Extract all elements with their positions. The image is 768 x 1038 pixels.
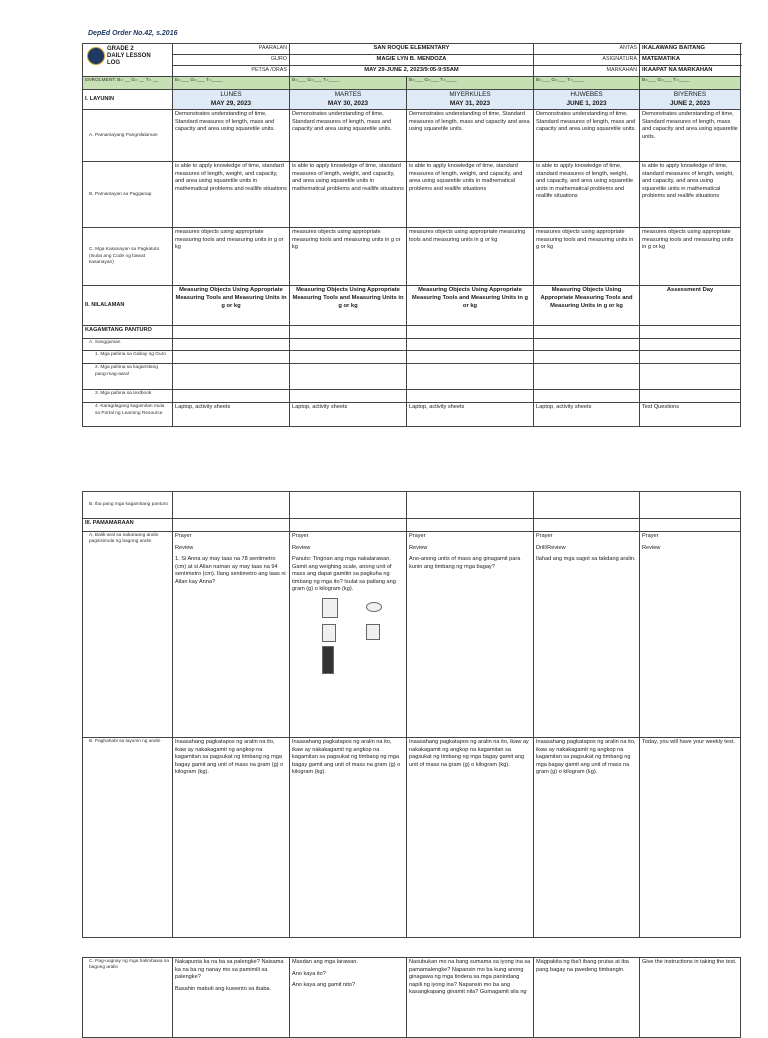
day-header-fri: BIYERNES JUNE 2, 2023 — [640, 90, 741, 110]
paaralan-value: SAN ROQUE ELEMENTARY — [290, 44, 534, 55]
antas-label: ANTAS — [534, 44, 640, 55]
cell-pag-uugnay-tue: Masdan ang mga larawan. Ano kaya ito? Ano kaya ang gamit nito? — [290, 958, 407, 1038]
day-header-thu: HUWEBES JUNE 1, 2023 — [534, 90, 640, 110]
nilalaman-heading: II. NILALAMAN — [83, 286, 173, 326]
markahan-label: MARKAHAN — [534, 66, 640, 77]
enrolment-cell: B=___ G=___ T=____ — [534, 77, 640, 90]
cell-balik-aral-thu: Prayer Drill/Review Ilahad ang mga sagot sa takdang aralin. — [534, 532, 640, 738]
iba-pang-kagamitan-label: B. Iba pang mga kagamitang panturo — [83, 492, 173, 519]
flour-sack-image — [322, 598, 338, 618]
row-label-pamantayan-sa-pagganap: B. Pamantayan sa Pagganap — [83, 162, 173, 228]
row-label-pamantayang-pangnilalaman: A. Pamantayang Pangnilalaman — [83, 110, 173, 162]
enrolment-label: ENROLMENT: B= __ G= __ T= __ — [83, 77, 173, 90]
cell-c-thu: measures objects using appropriate measuring tools and measuring units in g or kg — [534, 228, 640, 286]
antas-value: IKALAWANG BAITANG — [640, 44, 741, 55]
day-header-wed: MIYERKULES MAY 31, 2023 — [407, 90, 534, 110]
balik-aral-label: A. Balik-aral sa nakaraang aralin pagsisimula ng bagong aralin — [83, 532, 173, 738]
kagamitang-panturo-heading: KAGAMITANG PANTURO — [83, 326, 173, 339]
cell-b-mon: is able to apply knowledge of time, standard measures of length, weight, and capacity, and area using squaretile units in mathematical problems and reallife situations — [173, 162, 290, 228]
cell-a-tue: Demonstrates understanding of time, Standard measures of length, mass and capacity and area using squaretile units. — [290, 110, 407, 162]
cell-nilalaman-fri: Assessment Day — [640, 286, 741, 326]
guro-label: GURO — [173, 55, 290, 66]
learning-resource-label: 4. Karagdagang kagamitan mula sa Portal ng Learning Resource — [83, 403, 173, 427]
cell-c-wed: measures objects using appropriate measuring tools and measuring units in g or kg — [407, 228, 534, 286]
petsa-value: MAY 29-JUNE 2, 2023/9:05-9:55AM — [290, 66, 534, 77]
cell-nilalaman-wed: Measuring Objects Using Appropriate Measuring Tools and Measuring Units in g or kg — [407, 286, 534, 326]
cell-b-thu: is able to apply knowledge of time, standard measures of length, weight, and capacity, and area using squaretile units in mathematical problems and reallife situations — [534, 162, 640, 228]
cell-b-fri: is able to apply knowledge of time, standard measures of length, weight, and capacity, and area using squaretile units in mathematical problems and reallife situations — [640, 162, 741, 228]
vegetable-image — [322, 624, 336, 642]
cell-resource-mon: Laptop, activity sheets — [173, 403, 290, 427]
cell-pag-uugnay-thu: Magpakita ng iba't ibang prutas at iba pang bagay na pwedeng timbangin. — [534, 958, 640, 1038]
pag-uugnay-label: C. Pag-uugnay ng mga halimbawa sa bagong aralin — [83, 958, 173, 1038]
cell-balik-aral-mon: Prayer Review 1. Si Anna ay may taas na 78 sentimetro (cm) at si Allan naman ay may taas na 94 sentimetro (cm). Ilang sentimetro ang taas ni Allan kay Anna? — [173, 532, 290, 738]
cell-paghahabi-thu: Inaasahang pagkatapos ng aralin na ito, ikaw ay nakakagamit ng angkop na kagamitan sa pagsukat ng timbang ng mga bagay gamit ang unit of mass na gram (g) o kilogram (kg). — [534, 738, 640, 938]
container-image — [366, 624, 380, 640]
cell-resource-wed: Laptop, activity sheets — [407, 403, 534, 427]
sanggunian-label: A. Sanggunian — [83, 339, 173, 351]
cell-balik-aral-wed: Prayer Review Ano-anong units of mass ang ginagamit para kunin ang timbang ng mga bagay? — [407, 532, 534, 738]
person-image — [322, 646, 334, 674]
cell-resource-fri: Test Questions — [640, 403, 741, 427]
asignatura-label: ASIGNATURA — [534, 55, 640, 66]
cell-c-mon: measures objects using appropriate measuring tools and measuring units in g or kg — [173, 228, 290, 286]
cell-pag-uugnay-mon: Nakapunta ka na ba sa palengke? Naisama ka na ba ng nanay mo sa pamimili sa palengke? Basahin mabuti ang kuwento sa ibaba. — [173, 958, 290, 1038]
cell-a-fri: Demonstrates understanding of time, Standard measures of length, mass and capacity and area using squaretile units. — [640, 110, 741, 162]
dll-table-page3 — [82, 957, 741, 1038]
day-header-tue: MARTES MAY 30, 2023 — [290, 90, 407, 110]
cell-pag-uugnay-fri: Give the instructions in taking the test. — [640, 958, 741, 1038]
enrolment-cell: B=___ G=___ T=____ — [173, 77, 290, 90]
fish-image — [366, 602, 382, 612]
logo-title: GRADE 2 DAILY LESSON LOG — [107, 46, 151, 67]
gabay-ng-guro-label: 1. Mga pahina sa Gabay ng Guro — [83, 351, 173, 364]
layunin-heading: I. LAYUNIN — [83, 90, 173, 110]
paghahabi-label: B. Paghahabi sa layunin ng aralin — [83, 738, 173, 938]
cell-b-tue: is able to apply knowledge of time, standard measures of length, weight, and capacity, and area using squaretile units in mathematical problems and reallife situations — [290, 162, 407, 228]
cell-paghahabi-mon: Inaasahang pagkatapos ng aralin na ito, ikaw ay nakakagamit ng angkop na kagamitan sa pagsukat ng timbang ng mga bagay gamit ang unit of mass na gram (g) o kilogram (kg). — [173, 738, 290, 938]
deped-seal-icon — [87, 47, 105, 65]
dll-table-page2 — [82, 491, 741, 938]
cell-resource-thu: Laptop, activity sheets — [534, 403, 640, 427]
cell-a-thu: Demonstrates understanding of time, Standard measures of length, mass and capacity and area using squaretile units. — [534, 110, 640, 162]
kagamitang-pang-mag-aaral-label: 2. Mga pahina sa kagamitang pang-mag-aaral — [83, 364, 173, 390]
cell-a-mon: Demonstrates understanding of time, Standard measures of length, mass and capacity and area using squaretile units. — [173, 110, 290, 162]
markahan-value: IKAAPAT NA MARKAHAN — [640, 66, 741, 77]
cell-nilalaman-mon: Measuring Objects Using Appropriate Measuring Tools and Measuring Units in g or kg — [173, 286, 290, 326]
cell-balik-aral-tue: Prayer Review Panuto: Tingnan ang mga nakalarawan. Gamit ang weighing scale, anong unit of mass ang dapat gamitin sa pagkuha ng timbang ng mga ito? Isulat sa patlang ang gram (g) o kilogram (kg). — [290, 532, 407, 738]
cell-pag-uugnay-wed: Nasubukan mo na bang sumama sa iyong ina sa pamamalengke? Napansin mo ba kung anong ginagawa ng mga tindera sa mga panindang napili ng iyong ina? Napansin mo ba ang kasangkapang ginamit nila? Gumagamit sila ng — [407, 958, 534, 1038]
deped-order-ref: DepEd Order No.42, s.2016 — [88, 30, 178, 37]
logo-block — [83, 44, 173, 77]
cell-paghahabi-fri: Today, you will have your weekly test. — [640, 738, 741, 938]
pamamaraan-heading: III. PAMAMARAAN — [83, 519, 173, 532]
cell-balik-aral-fri: Prayer Review — [640, 532, 741, 738]
cell-c-fri: measures objects using appropriate measuring tools and measuring units in g or kg — [640, 228, 741, 286]
cell-paghahabi-wed: Inaasahang pagkatapos ng aralin na ito, ikaw ay nakakagamit ng angkop na kagamitan sa pagsukat ng timbang ng mga bagay gamit ang unit of mass na gram (g) o kilogram (kg). — [407, 738, 534, 938]
day-header-mon: LUNES MAY 29, 2023 — [173, 90, 290, 110]
paaralan-label: PAARALAN — [173, 44, 290, 55]
asignatura-value: MATEMATIKA — [640, 55, 741, 66]
petsa-label: PETSA /ORAS — [173, 66, 290, 77]
cell-a-wed: Demonstrates understanding of time, Standard measures of length, mass and capacity and area using squaretile units. — [407, 110, 534, 162]
cell-c-tue: measures objects using appropriate measuring tools and measuring units in g or kg — [290, 228, 407, 286]
weighing-activity-pictures — [292, 598, 404, 678]
enrolment-cell: B=___ G=___ T=____ — [640, 77, 741, 90]
row-label-kasanayan: C. Mga Kasanayan sa Pagkatuto (Isulat ang Code ng bawat kasanayan) — [83, 228, 173, 286]
cell-nilalaman-tue: Measuring Objects Using Appropriate Measuring Tools and Measuring Units in g or kg — [290, 286, 407, 326]
enrolment-cell: B=___ G=___ T=____ — [290, 77, 407, 90]
cell-nilalaman-thu: Measuring Objects Using Appropriate Measuring Tools and Measuring Units in g or kg — [534, 286, 640, 326]
enrolment-cell: B=___ G=___ T=____ — [407, 77, 534, 90]
cell-b-wed: is able to apply knowledge of time, standard measures of length, weight, and capacity, and area using squaretile units in mathematical problems and reallife situations — [407, 162, 534, 228]
cell-paghahabi-tue: Inaasahang pagkatapos ng aralin na ito, ikaw ay nakakagamit ng angkop na kagamitan sa pagsukat ng timbang ng mga bagay gamit ang unit of mass na gram (g) o kilogram (kg). — [290, 738, 407, 938]
guro-value: MAGIE LYN B. MENDOZA — [290, 55, 534, 66]
dll-table-page1 — [82, 43, 741, 427]
cell-resource-tue: Laptop, activity sheets — [290, 403, 407, 427]
textbook-label: 3. Mga pahina sa textbook — [83, 390, 173, 403]
